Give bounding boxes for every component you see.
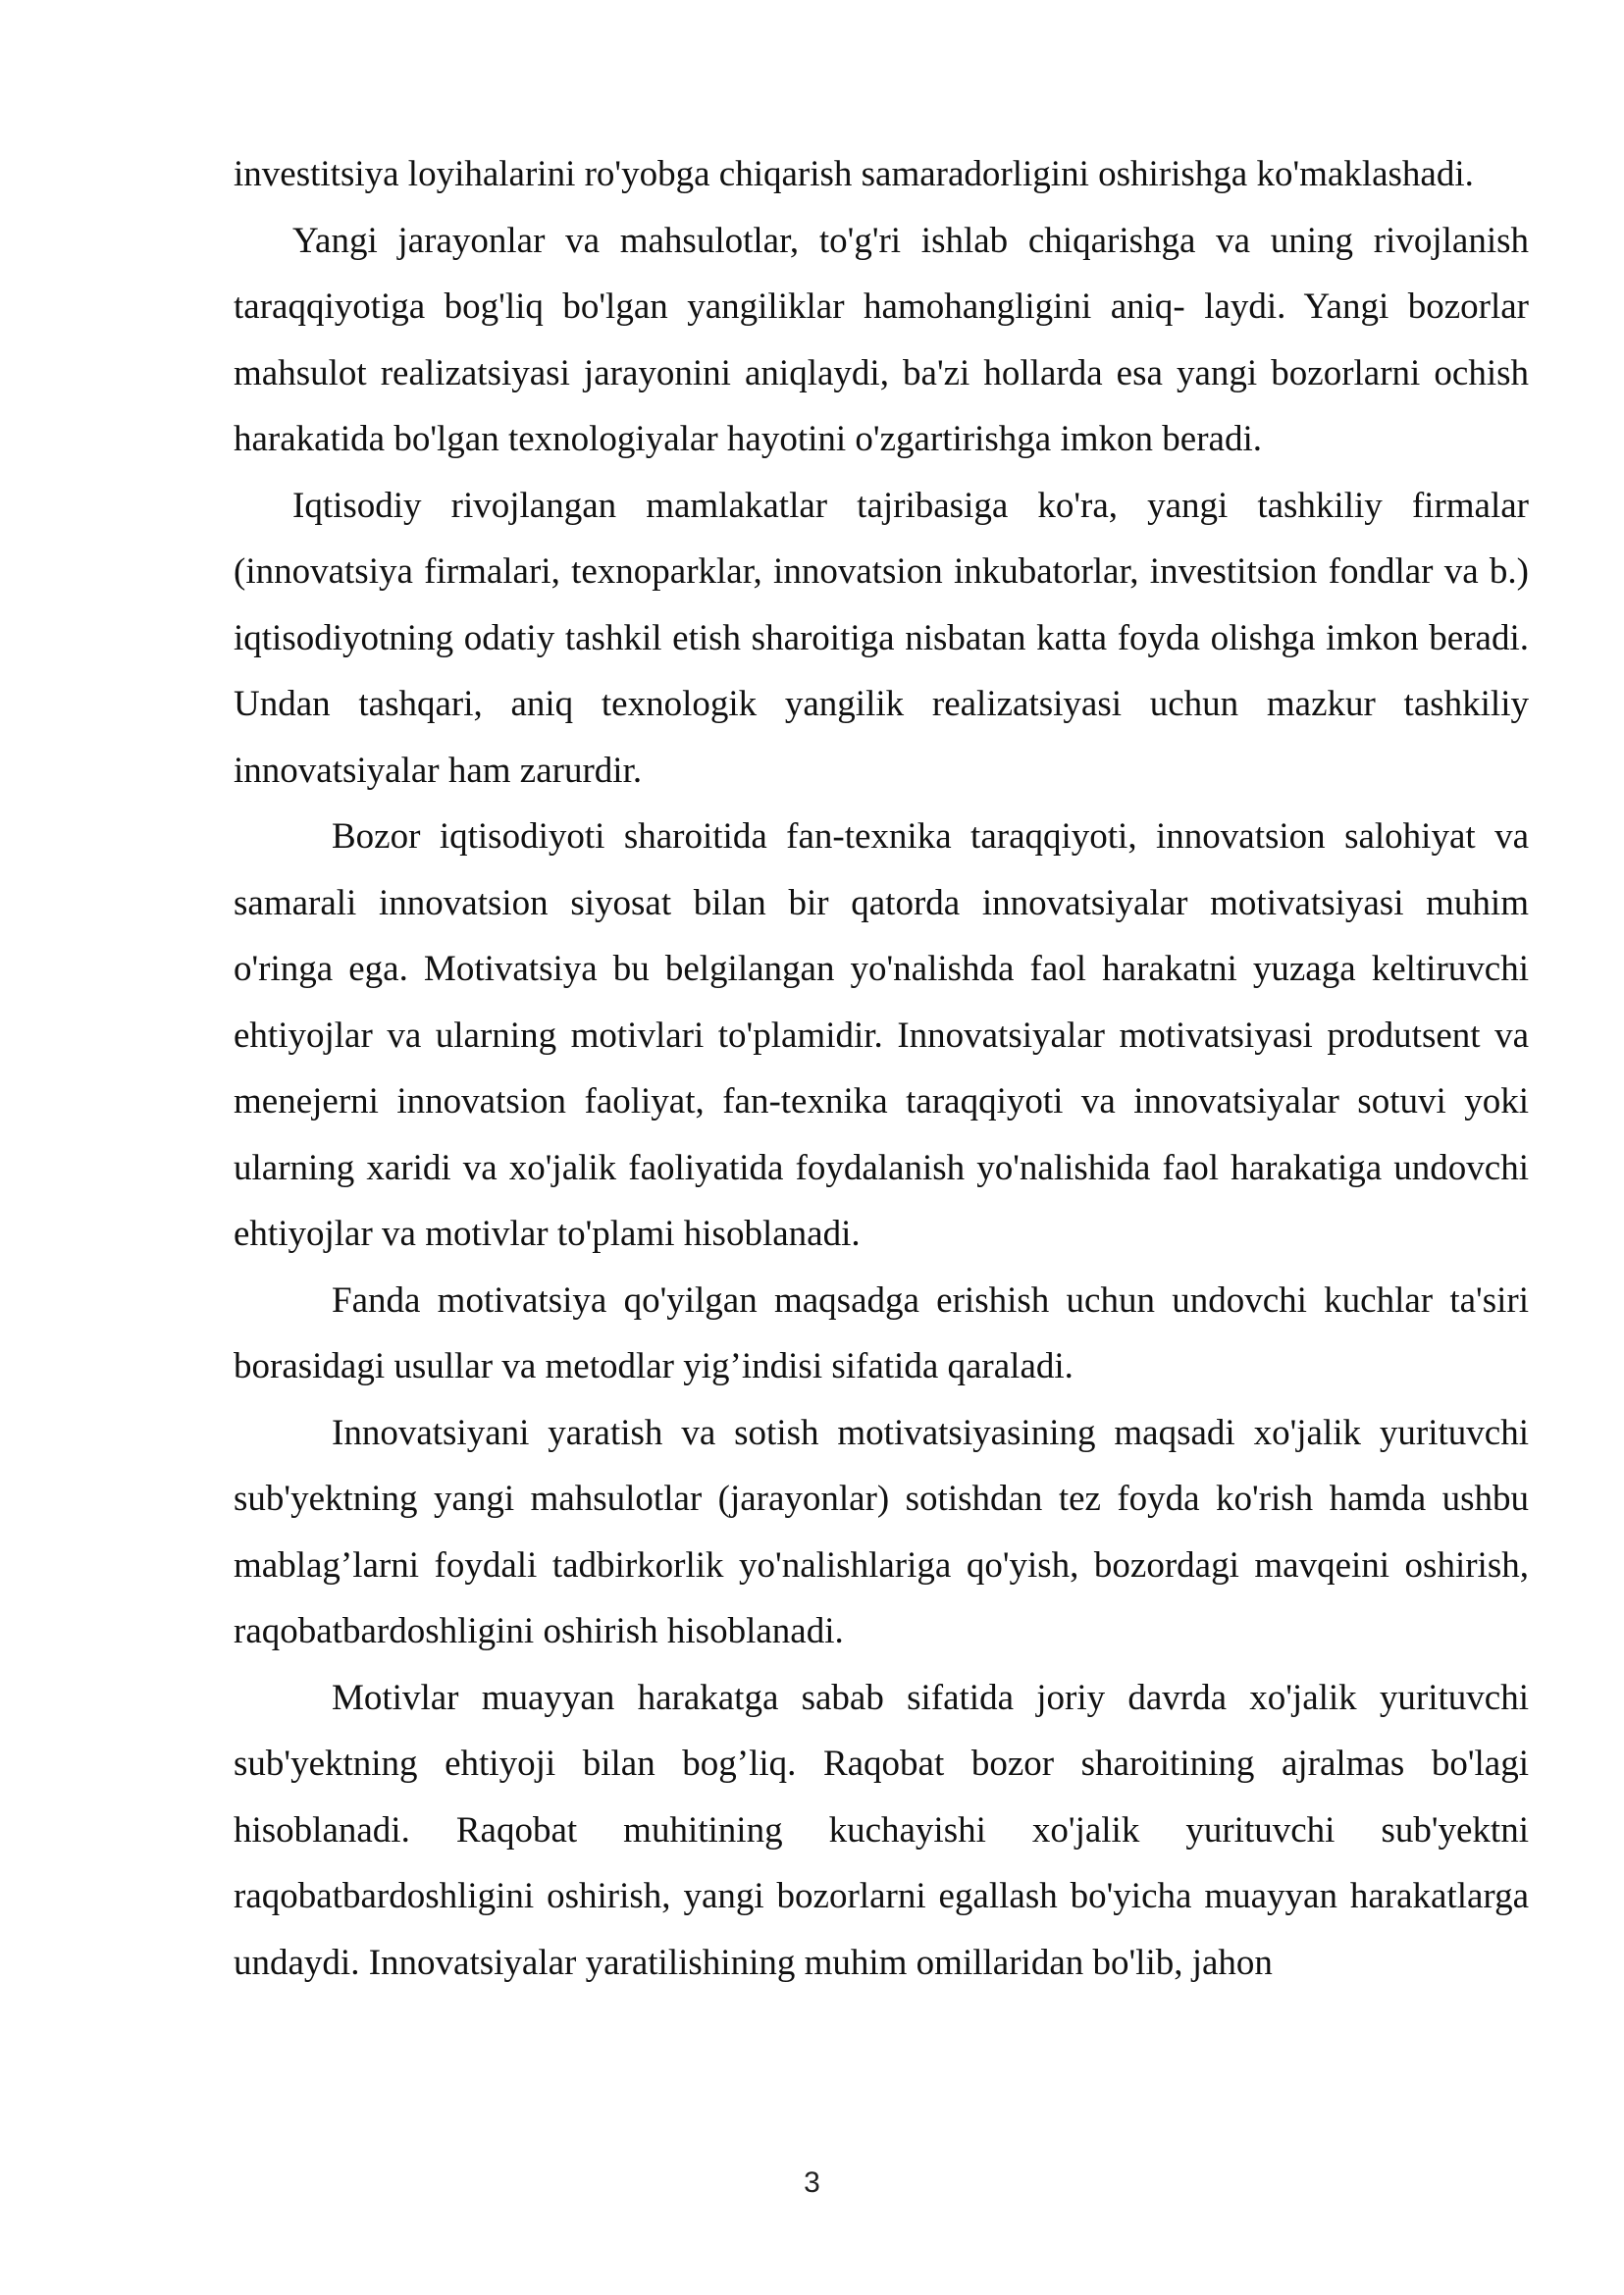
paragraph-2: Yangi jarayonlar va mahsulotlar, to'g'ri ishlab chiqarishga va uning rivojlanish taraqqiyotiga bog'liq bo'lgan yangiliklar hamohangligini aniq- laydi. Yangi bozorlar mahsulot realizatsiyasi jarayonini aniqlaydi, ba'zi hollarda esa yangi bozorlarni ochish harakatida bo'lgan texnologiyalar hayotini o'zgartirishga imkon beradi. xyxy=(234,220,1529,459)
page-body xyxy=(234,141,1529,1996)
paragraph-6: Innovatsiyani yaratish va sotish motivatsiyasining maqsadi xo'jalik yurituvchi sub'yektning yangi mahsulotlar (jarayonlar) sotishdan tez foyda ko'rish hamda ushbu mablag’larni foydali tadbirkorlik yo'nalishlariga qo'yish, bozordagi mavqeini oshirish, raqobatbardoshligini oshirish hisoblanadi. xyxy=(234,1412,1529,1651)
page-number: 3 xyxy=(804,2166,820,2199)
paragraph-7: Motivlar muayyan harakatga sabab sifatida joriy davrda xo'jalik yurituvchi sub'yektning ehtiyoji bilan bog’liq. Raqobat bozor sharoitining ajralmas bo'lagi hisoblanadi. Raqobat muhitining kuchayishi xo'jalik yurituvchi sub'yektni raqobatbardoshligini oshirish, yangi bozorlarni egallash bo'yicha muayyan harakatlarga undaydi. Innovatsiyalar yaratilishining muhim omillaridan bo'lib, jahon xyxy=(234,1677,1529,1983)
paragraph-4: Bozor iqtisodiyoti sharoitida fan-texnika taraqqiyoti, innovatsion salohiyat va samarali innovatsion siyosat bilan bir qatorda innovatsiyalar motivatsiyasi muhim o'ringa ega. Motivatsiya bu belgilangan yo'nalishda faol harakatni yuzaga keltiruvchi ehtiyojlar va ularning motivlari to'plamidir. Innovatsiyalar motivatsiyasi produtsent va menejerni innovatsion faoliyat, fan-texnika taraqqiyoti va innovatsiyalar sotuvi yoki ularning xaridi va xo'jalik faoliyatida foydalanish yo'nalishida faol harakatiga undovchi ehtiyojlar va motivlar to'plami hisoblanadi. xyxy=(234,816,1529,1254)
paragraph-1: investitsiya loyihalarini ro'yobga chiqarish samaradorligini oshirishga ko'maklashadi. xyxy=(234,154,1474,194)
paragraph-3: Iqtisodiy rivojlangan mamlakatlar tajribasiga ko'ra, yangi tashkiliy firmalar (innovatsiya firmalari, texnoparklar, innovatsion inkubatorlar, investitsion fondlar va b.) iqtisodiyotning odatiy tashkil etish sharoitiga nisbatan katta foyda olishga imkon beradi. Undan tashqari, aniq texnologik yangilik realizatsiyasi uchun mazkur tashkiliy innovatsiyalar ham zarurdir. xyxy=(234,485,1529,791)
paragraph-5: Fanda motivatsiya qo'yilgan maqsadga erishish uchun undovchi kuchlar ta'siri borasidagi usullar va metodlar yig’indisi sifatida qaraladi. xyxy=(234,1279,1529,1386)
